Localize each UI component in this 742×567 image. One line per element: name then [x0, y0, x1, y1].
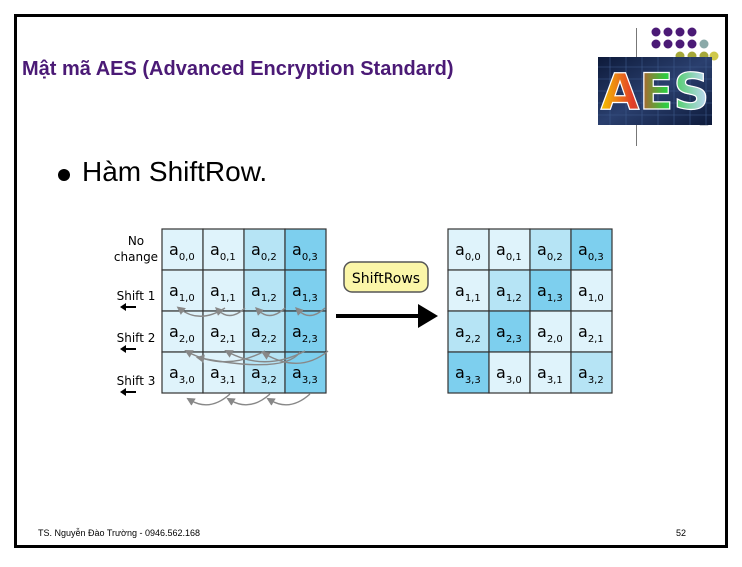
row-label-shift-2: Shift 2 [116, 331, 156, 345]
after-cell-label-2-2: $a_{2,0}$ [537, 322, 563, 345]
after-cell-label-1-2: $a_{1,3}$ [537, 281, 563, 304]
after-cell-label-2-0: $a_{2,2}$ [455, 322, 481, 345]
row-label-shift-3: Shift 3 [116, 374, 156, 388]
before-cell-label-0-2: $a_{0,2}$ [251, 240, 277, 263]
bullet-text: Hàm ShiftRow. [82, 156, 268, 187]
after-cell-label-0-3: $a_{0,3}$ [578, 240, 604, 263]
aes-logo [598, 57, 712, 125]
before-cell-label-3-3: $a_{3,3}$ [292, 363, 318, 386]
before-cell-label-1-3: $a_{1,3}$ [292, 281, 318, 304]
after-cell-label-2-1: $a_{2,3}$ [496, 322, 522, 345]
before-cell-label-1-2: $a_{1,2}$ [251, 281, 277, 304]
state-grid-before [162, 229, 326, 393]
after-cell-label-0-2: $a_{0,2}$ [537, 240, 563, 263]
before-cell-label-3-1: $a_{3,1}$ [210, 363, 236, 386]
shiftrows-label: ShiftRows [351, 271, 421, 287]
row-label-change: change [113, 250, 159, 264]
transform-arrow-head [418, 304, 438, 328]
footer-author: TS. Nguyễn Đào Trường - 0946.562.168 [38, 528, 201, 538]
row-label-no: No [127, 234, 145, 248]
before-cell-label-1-0: $a_{1,0}$ [169, 281, 195, 304]
after-cell-label-3-0: $a_{3,3}$ [455, 363, 481, 386]
before-cell-label-3-0: $a_{3,0}$ [169, 363, 195, 386]
state-grid-after [448, 229, 612, 393]
after-cell-label-3-2: $a_{3,1}$ [537, 363, 563, 386]
slide-title: Mật mã AES (Advanced Encryption Standard) [22, 58, 454, 80]
before-cell-label-2-0: $a_{2,0}$ [169, 322, 195, 345]
after-cell-label-0-1: $a_{0,1}$ [496, 240, 522, 263]
shiftrows-diagram [100, 224, 620, 414]
after-cell-label-1-1: $a_{1,2}$ [496, 281, 522, 304]
before-cell-label-0-1: $a_{0,1}$ [210, 240, 236, 263]
footer-page-number: 52 [676, 528, 687, 538]
after-cell-label-1-3: $a_{1,0}$ [578, 281, 604, 304]
before-cell-label-0-3: $a_{0,3}$ [292, 240, 318, 263]
after-cell-label-3-3: $a_{3,2}$ [578, 363, 604, 386]
before-cell-label-3-2: $a_{3,2}$ [251, 363, 277, 386]
before-cell-label-2-1: $a_{2,1}$ [210, 322, 236, 345]
bullet-dot [58, 169, 70, 181]
after-cell-label-1-0: $a_{1,1}$ [455, 281, 481, 304]
before-cell-label-1-1: $a_{1,1}$ [210, 281, 236, 304]
before-cell-label-0-0: $a_{0,0}$ [169, 240, 195, 263]
after-cell-label-0-0: $a_{0,0}$ [455, 240, 481, 263]
aes-logo-text: AES [600, 63, 710, 121]
before-cell-label-2-3: $a_{2,3}$ [292, 322, 318, 345]
after-cell-label-2-3: $a_{2,1}$ [578, 322, 604, 345]
row-label-shift-1: Shift 1 [116, 289, 156, 303]
before-cell-label-2-2: $a_{2,2}$ [251, 322, 277, 345]
after-cell-label-3-1: $a_{3,0}$ [496, 363, 522, 386]
